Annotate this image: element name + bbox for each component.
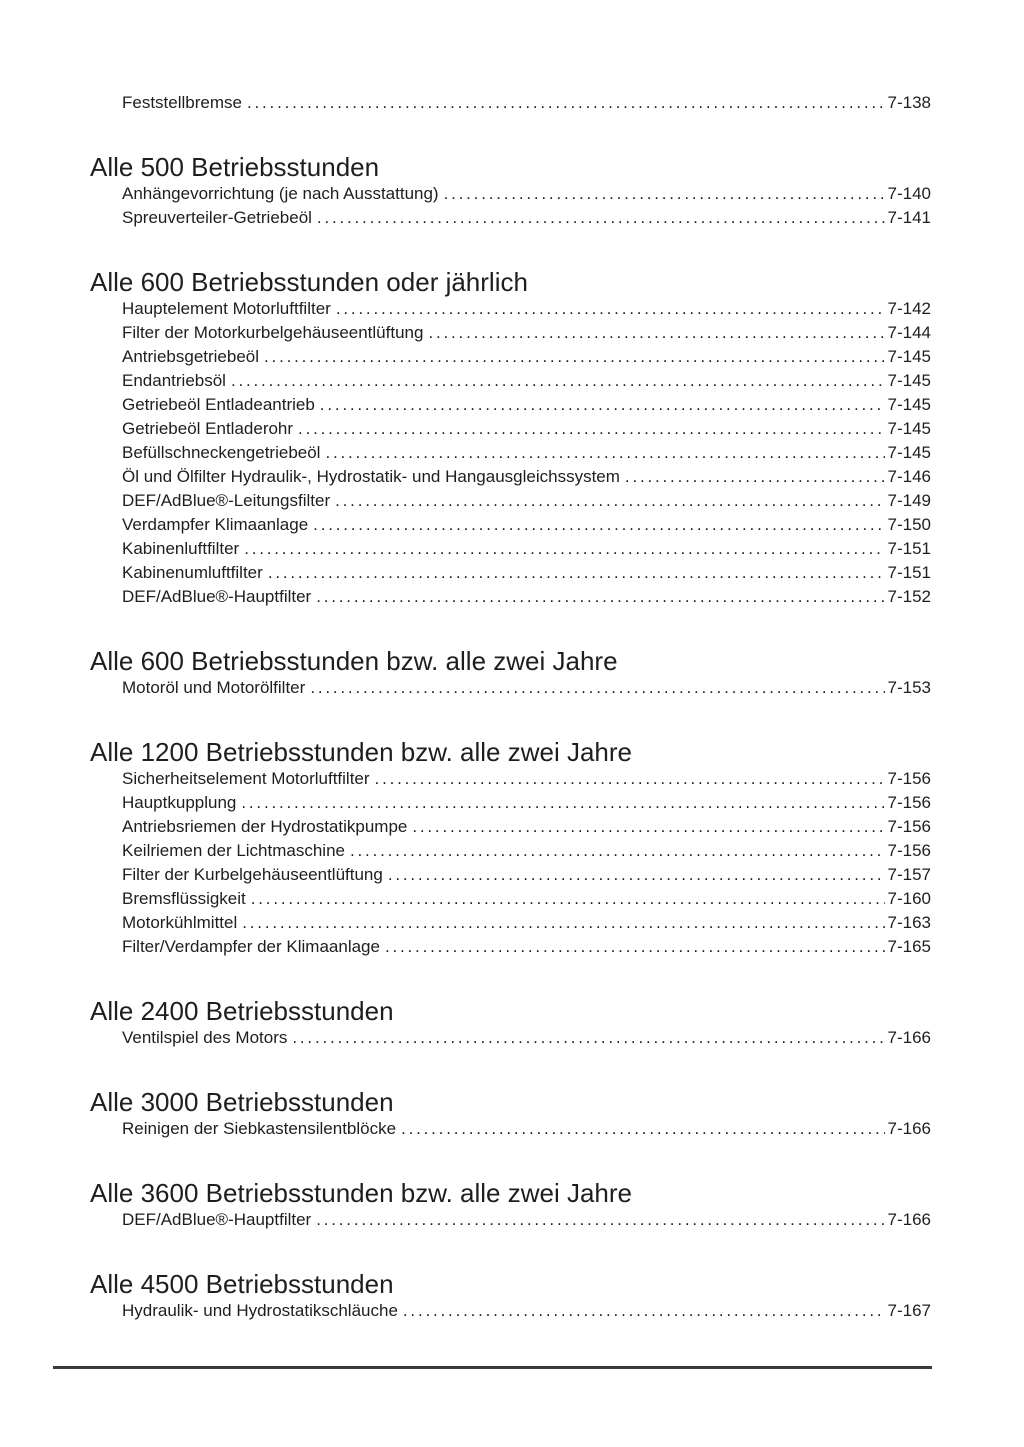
- dot-leader: [316, 1208, 884, 1232]
- toc-entry: [90, 1208, 931, 1232]
- toc-entry-label: Motorkühlmittel: [122, 913, 238, 932]
- toc-entry-page: 7-145: [887, 371, 931, 390]
- toc-section: [90, 152, 931, 230]
- toc-entry-page: 7-156: [887, 841, 931, 860]
- dot-leader: [403, 1299, 885, 1323]
- toc-entry: [90, 489, 931, 513]
- dot-leader: [231, 369, 885, 393]
- section-heading: Alle 500 Betriebsstunden: [90, 152, 380, 182]
- toc-entry-page: 7-145: [887, 395, 931, 414]
- toc-entry: [90, 1299, 931, 1323]
- toc-entry-page: 7-151: [887, 563, 931, 582]
- toc-entry-page: 7-165: [887, 937, 931, 956]
- toc-entry: [90, 206, 931, 230]
- toc-entry-page: 7-140: [887, 184, 931, 203]
- dot-leader: [335, 489, 884, 513]
- toc-entry-page: 7-145: [887, 347, 931, 366]
- toc-entry-page: 7-153: [887, 678, 931, 697]
- dot-leader: [412, 815, 884, 839]
- dot-leader: [310, 676, 884, 700]
- toc-entry: [90, 791, 931, 815]
- toc-entry: [90, 345, 931, 369]
- dot-leader: [317, 206, 885, 230]
- toc-entry: [90, 863, 931, 887]
- toc-entry: [90, 369, 931, 393]
- toc-entry-label: Getriebeöl Entladerohr: [122, 419, 294, 438]
- toc-entry-label: Filter der Kurbelgehäuseentlüftung: [122, 865, 383, 884]
- toc-entry-page: 7-157: [887, 865, 931, 884]
- toc-entry-page: 7-156: [887, 769, 931, 788]
- toc-entry-label: Öl und Ölfilter Hydraulik-, Hydrostatik- und Hangausgleichssystem: [122, 467, 620, 486]
- toc-entry: [90, 441, 931, 465]
- toc-entry-page: 7-167: [887, 1301, 931, 1320]
- toc-entry: [90, 513, 931, 537]
- dot-leader: [316, 585, 884, 609]
- toc-entry-label: Verdampfer Klimaanlage: [122, 515, 309, 534]
- toc-entry-page: 7-152: [887, 587, 931, 606]
- toc-entry-label: Filter/Verdampfer der Klimaanlage: [122, 937, 380, 956]
- toc-entry: [90, 393, 931, 417]
- toc-section: [90, 737, 931, 959]
- toc-entry: [90, 561, 931, 585]
- toc-entry-label: Antriebsgetriebeöl: [122, 347, 260, 366]
- toc-section: [90, 996, 931, 1050]
- toc-entry: [90, 1117, 931, 1141]
- toc-entry: [90, 767, 931, 791]
- dot-leader: [625, 465, 885, 489]
- dot-leader: [375, 767, 885, 791]
- toc-entry: [90, 417, 931, 441]
- toc-entry-label: Anhängevorrichtung (je nach Ausstattung): [122, 184, 439, 203]
- dot-leader: [264, 345, 884, 369]
- dot-leader: [292, 1026, 884, 1050]
- toc-entry-label: Getriebeöl Entladeantrieb: [122, 395, 315, 414]
- toc-entry-label: Hauptelement Motorluftfilter: [122, 299, 331, 318]
- toc-entry-label: Keilriemen der Lichtmaschine: [122, 841, 345, 860]
- toc-entry-page: 7-151: [887, 539, 931, 558]
- dot-leader: [350, 839, 885, 863]
- toc-entry: [90, 91, 931, 115]
- dot-leader: [313, 513, 884, 537]
- toc-entry-label: DEF/AdBlue®-Leitungsfilter: [122, 491, 331, 510]
- toc-entry-label: Reinigen der Siebkastensilentblöcke: [122, 1119, 397, 1138]
- toc-entry-label: Sicherheitselement Motorluftfilter: [122, 769, 370, 788]
- toc-entry-label: Kabinenumluftfilter: [122, 563, 263, 582]
- toc-entry-page: 7-150: [887, 515, 931, 534]
- toc-entry: [90, 839, 931, 863]
- section-heading: Alle 1200 Betriebsstunden bzw. alle zwei Jahre: [90, 737, 632, 767]
- footer-divider: [53, 1366, 932, 1369]
- toc-entry-label: Antriebsriemen der Hydrostatikpumpe: [122, 817, 408, 836]
- dot-leader: [385, 935, 885, 959]
- dot-leader: [320, 393, 885, 417]
- dot-leader: [241, 791, 884, 815]
- section-heading: Alle 600 Betriebsstunden oder jährlich: [90, 267, 528, 297]
- toc-entry-page: 7-142: [887, 299, 931, 318]
- toc-entry-label: Ventilspiel des Motors: [122, 1028, 288, 1047]
- section-heading: Alle 3600 Betriebsstunden bzw. alle zwei Jahre: [90, 1178, 632, 1208]
- toc-entry-label: DEF/AdBlue®-Hauptfilter: [122, 587, 312, 606]
- toc-entry-label: Hauptkupplung: [122, 793, 237, 812]
- dot-leader: [401, 1117, 884, 1141]
- toc-entry: [90, 585, 931, 609]
- toc-section: [90, 1087, 931, 1141]
- toc-entry-page: 7-166: [887, 1028, 931, 1047]
- toc-entry-label: Befüllschneckengetriebeöl: [122, 443, 321, 462]
- dot-leader: [268, 561, 885, 585]
- dot-leader: [428, 321, 884, 345]
- toc-content: [90, 91, 931, 1323]
- toc-entry-page: 7-141: [887, 208, 931, 227]
- toc-entry-page: 7-146: [887, 467, 931, 486]
- dot-leader: [244, 537, 884, 561]
- dot-leader: [388, 863, 885, 887]
- toc-entry-page: 7-145: [887, 419, 931, 438]
- toc-section: [90, 1178, 931, 1232]
- toc-section: [90, 267, 931, 609]
- toc-entry-label: Kabinenluftfilter: [122, 539, 240, 558]
- toc-entry-label: DEF/AdBlue®-Hauptfilter: [122, 1210, 312, 1229]
- toc-entry-label: Spreuverteiler-Getriebeöl: [122, 208, 312, 227]
- toc-entry-page: 7-149: [887, 491, 931, 510]
- toc-entry-page: 7-166: [887, 1210, 931, 1229]
- section-heading: Alle 3000 Betriebsstunden: [90, 1087, 394, 1117]
- toc-entry: [90, 935, 931, 959]
- toc-entry-label: Motoröl und Motorölfilter: [122, 678, 306, 697]
- toc-entry-label: Hydraulik- und Hydrostatikschläuche: [122, 1301, 398, 1320]
- toc-entry-page: 7-138: [887, 93, 931, 112]
- toc-entry: [90, 537, 931, 561]
- toc-entry: [90, 297, 931, 321]
- toc-entry-page: 7-144: [887, 323, 931, 342]
- dot-leader: [247, 91, 885, 115]
- dot-leader: [444, 182, 885, 206]
- section-heading: Alle 600 Betriebsstunden bzw. alle zwei Jahre: [90, 646, 618, 676]
- toc-entry-page: 7-156: [887, 793, 931, 812]
- toc-entry: [90, 815, 931, 839]
- toc-entry: [90, 321, 931, 345]
- toc-entry-page: 7-156: [887, 817, 931, 836]
- toc-entry: [90, 1026, 931, 1050]
- section-heading: Alle 2400 Betriebsstunden: [90, 996, 394, 1026]
- dot-leader: [325, 441, 884, 465]
- toc-entry: [90, 911, 931, 935]
- toc-entry-page: 7-166: [887, 1119, 931, 1138]
- section-heading: Alle 4500 Betriebsstunden: [90, 1269, 394, 1299]
- toc-entry: [90, 465, 931, 489]
- toc-entry-label: Endantriebsöl: [122, 371, 226, 390]
- dot-leader: [298, 417, 884, 441]
- toc-entry: [90, 887, 931, 911]
- toc-entry-page: 7-163: [887, 913, 931, 932]
- toc-entry-page: 7-145: [887, 443, 931, 462]
- dot-leader: [251, 887, 885, 911]
- toc-section: [90, 646, 931, 700]
- toc-entry: [90, 182, 931, 206]
- dot-leader: [336, 297, 885, 321]
- toc-entry-page: 7-160: [887, 889, 931, 908]
- toc-entry-label: Bremsflüssigkeit: [122, 889, 246, 908]
- toc-entry-label: Feststellbremse: [122, 93, 242, 112]
- dot-leader: [242, 911, 884, 935]
- toc-section: [90, 1269, 931, 1323]
- toc-entry-label: Filter der Motorkurbelgehäuseentlüftung: [122, 323, 424, 342]
- toc-entry: [90, 676, 931, 700]
